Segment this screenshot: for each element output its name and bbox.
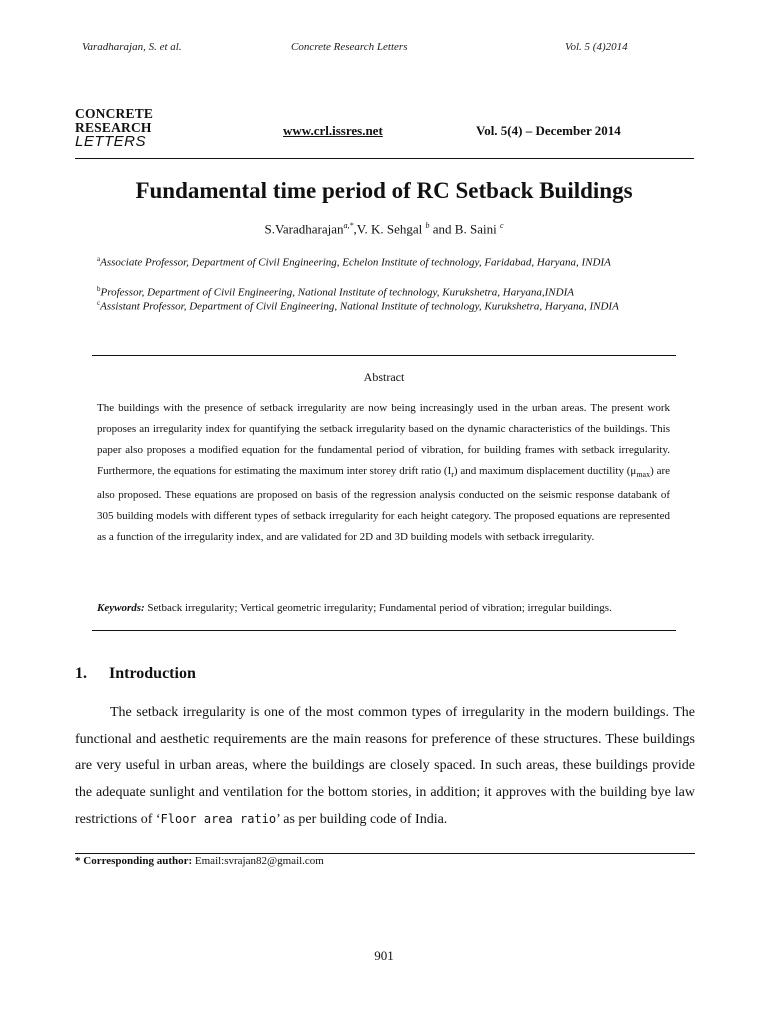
- footnote-email: Email:svrajan82@gmail.com: [192, 855, 324, 867]
- affiliation-mark: c: [97, 299, 101, 307]
- keywords: [97, 602, 670, 614]
- intro-text: ’ as per building code of India.: [276, 812, 448, 827]
- running-header-journal: Concrete Research Letters: [291, 41, 408, 53]
- affiliation-mark: b: [97, 285, 101, 293]
- abstract-text: ) and maximum displacement ductility (: [453, 465, 631, 477]
- issue-info: Vol. 5(4) – December 2014: [476, 123, 621, 138]
- logo-line-research: RESEARCH: [75, 120, 152, 135]
- abstract-top-rule: [92, 355, 676, 356]
- running-header-authors: Varadharajan, S. et al.: [82, 41, 182, 53]
- logo-line-letters: LETTERS: [75, 133, 147, 150]
- paper-title: Fundamental time period of RC Setback Buildings: [135, 178, 633, 203]
- abstract-subscript-r: r: [451, 470, 454, 480]
- journal-website-link[interactable]: www.crl.issres.net: [283, 123, 383, 138]
- corresponding-author-footnote: [75, 855, 324, 867]
- author-name: ,V. K. Sehgal: [353, 221, 426, 237]
- abstract-body: [97, 398, 670, 548]
- abstract-heading: Abstract: [363, 370, 405, 384]
- affiliation-a: [97, 252, 677, 270]
- author-mark: a,*: [343, 221, 354, 230]
- section-number: 1.: [75, 665, 87, 682]
- abstract-text: ) are also proposed. These equations are proposed on basis of the regression analysis conducted on the seismic response databank of 305 building models with different types of setback irregularity for each height category. The proposed equations are represented as a function of the irregularity index, and are validated for 2D and 3D building models with setback irregularity.: [97, 465, 670, 544]
- author-mark: c: [499, 221, 504, 230]
- keywords-label: Keywords:: [97, 602, 145, 614]
- footnote-rule: [75, 853, 695, 854]
- running-header-volume: Vol. 5 (4)2014: [565, 41, 628, 53]
- abstract-subscript-max: max: [636, 470, 651, 480]
- journal-logo: [75, 107, 153, 149]
- affiliation-mark: a: [97, 255, 101, 263]
- abstract-bottom-rule: [92, 630, 676, 631]
- affiliation-text: Assistant Professor, Department of Civil Engineering, National Institute of technology, Kurukshetra, Haryana, INDIA: [100, 300, 619, 313]
- affiliation-c: [97, 296, 637, 314]
- author-name: S.Varadharajan: [264, 221, 344, 237]
- masthead-rule: [75, 158, 694, 159]
- author-name: and B. Saini: [429, 221, 500, 237]
- section-title: Introduction: [109, 665, 196, 682]
- author-mark: b: [425, 221, 430, 230]
- introduction-paragraph: [75, 700, 695, 834]
- logo-line-concrete: CONCRETE: [75, 106, 154, 121]
- intro-code-text: Floor area ratio: [160, 812, 277, 826]
- section-heading-introduction: [75, 665, 196, 683]
- affiliation-text: Associate Professor, Department of Civil Engineering, Echelon Institute of technology, Faridabad, Haryana, INDIA: [100, 256, 611, 269]
- affiliation-text: Professor, Department of Civil Engineering, National Institute of technology, Kurukshetra, Haryana,INDIA: [100, 286, 574, 299]
- author-list: [0, 221, 768, 237]
- mu-symbol: μ: [630, 465, 637, 477]
- intro-text: The setback irregularity is one of the most common types of irregularity in the modern buildings. The functional and aesthetic requirements are the main reasons for preference of these structures. These buildings are very useful in urban areas, where the buildings are closely spaced. In such areas, these buildings provide the adequate sunlight and ventilation for the bottom stories, in addition; it approves with the building bye law restrictions of ‘: [75, 705, 695, 827]
- page-number: 901: [374, 948, 394, 963]
- footnote-label: * Corresponding author:: [75, 855, 193, 867]
- keywords-text: Setback irregularity; Vertical geometric irregularity; Fundamental period of vibration; irregular buildings.: [144, 602, 612, 614]
- abstract-text: The buildings with the presence of setback irregularity are now being increasingly used in the urban areas. The present work proposes an irregularity index for quantifying the setback irregularity based on the dynamic characteristics of the buildings. This paper also proposes a modified equation for the fundamental period of vibration, for building frames with setback irregularity. Furthermore, the equations for estimating the maximum inter storey drift ratio (I: [97, 402, 670, 477]
